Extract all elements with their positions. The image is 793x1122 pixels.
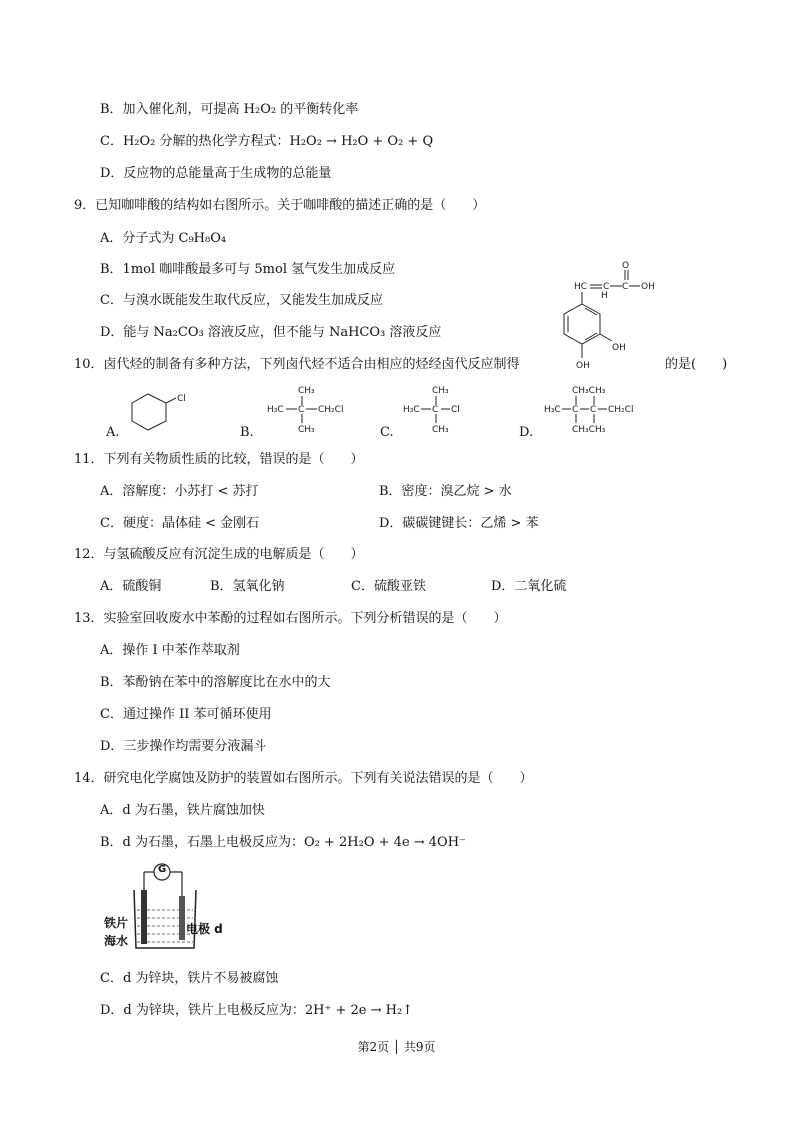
q10-stem-b: 的是( ) xyxy=(665,357,728,372)
electrode-d-label: 电极 d xyxy=(186,922,223,936)
struct-oh-acid: OH xyxy=(641,282,655,292)
q10-option-b-letter: B. xyxy=(240,425,254,440)
mol-c-top: CH₃ xyxy=(432,386,449,396)
page-footer: 第2页 │ 共9页 xyxy=(357,1040,436,1054)
q11-option-b: B．密度：溴乙烷 > 水 xyxy=(379,484,512,499)
electrochemical-cell-figure xyxy=(104,862,244,952)
q14-option-c: C．d 为锌块，铁片不易被腐蚀 xyxy=(100,971,279,986)
q10-option-a-letter: A. xyxy=(106,425,120,440)
mol-c-right: Cl xyxy=(451,405,460,415)
q9-option-c: C．与溴水既能发生取代反应，又能发生加成反应 xyxy=(100,293,383,308)
q8-option-d: D．反应物的总能量高于生成物的总能量 xyxy=(100,166,332,181)
q12-option-b: B．氢氧化钠 xyxy=(210,579,285,594)
q14-option-d: D．d 为锌块，铁片上电极反应为：2H⁺ + 2e → H₂↑ xyxy=(100,1003,414,1018)
mol-c-left: H₃C xyxy=(403,405,420,415)
struct-oh1: OH xyxy=(612,343,626,353)
galvanometer-label: G xyxy=(158,864,167,875)
q14-stem: 14．研究电化学腐蚀及防护的装置如右图所示。下列有关说法错误的是（ ） xyxy=(74,771,533,786)
q11-option-c: C．硬度：晶体硅 < 金刚石 xyxy=(100,516,260,531)
q11-option-d: D．碳碳键键长：乙烯 > 苯 xyxy=(379,516,539,531)
mol-b-left: H₃C xyxy=(267,405,284,415)
mol-b-top: CH₃ xyxy=(298,386,315,396)
svg-text:C: C xyxy=(572,405,579,415)
mol-b-bottom: CH₃ xyxy=(298,425,315,435)
q10-option-c-letter: C. xyxy=(380,425,394,440)
q13-option-d: D．三步操作均需要分液漏斗 xyxy=(100,739,267,754)
mol-d-bottom: CH₃CH₃ xyxy=(572,425,606,435)
q8-option-c: C．H₂O₂ 分解的热化学方程式：H₂O₂ → H₂O + O₂ + Q xyxy=(100,134,434,149)
caffeic-acid-structure xyxy=(560,258,670,374)
q12-option-d: D．二氧化硫 xyxy=(491,579,567,594)
struct-ch: HC xyxy=(574,282,588,292)
struct-o: O xyxy=(622,261,630,271)
q13-option-a: A．操作 I 中苯作萃取剂 xyxy=(100,643,240,658)
q9-option-d: D．能与 Na₂CO₃ 溶液反应，但不能与 NaHCO₃ 溶液反应 xyxy=(100,325,442,340)
q9-stem: 9．已知咖啡酸的结构如右图所示。关于咖啡酸的描述正确的是（ ） xyxy=(74,198,486,213)
q11-stem: 11．下列有关物质性质的比较，错误的是（ ） xyxy=(74,452,364,467)
q9-option-a: A．分子式为 C₉H₈O₄ xyxy=(100,231,227,246)
q12-stem: 12．与氢硫酸反应有沉淀生成的电解质是（ ） xyxy=(74,547,364,562)
q13-stem: 13．实验室回收废水中苯酚的过程如右图所示。下列分析错误的是（ ） xyxy=(74,611,507,626)
svg-text:C: C xyxy=(432,405,439,415)
q9-option-b: B．1mol 咖啡酸最多可与 5mol 氢气发生加成反应 xyxy=(100,262,396,277)
mol-d-right: CH₂Cl xyxy=(608,405,634,415)
q11-option-a: A．溶解度：小苏打 < 苏打 xyxy=(100,484,259,499)
q13-option-c: C．通过操作 II 苯可循环使用 xyxy=(100,707,272,722)
struct-c2: C xyxy=(622,282,629,292)
svg-text:C: C xyxy=(590,405,597,415)
q14-option-a: A．d 为石墨，铁片腐蚀加快 xyxy=(100,803,265,818)
mol-c-structure xyxy=(400,382,480,438)
q10-option-d-letter: D. xyxy=(519,425,534,440)
mol-d-top: CH₃CH₃ xyxy=(572,386,606,396)
mol-c-bottom: CH₃ xyxy=(432,425,449,435)
mol-d-structure xyxy=(542,382,652,438)
mol-b-right: CH₂Cl xyxy=(318,405,344,415)
q13-option-b: B．苯酚钠在苯中的溶解度比在水中的大 xyxy=(100,675,331,690)
q10-stem-a: 10．卤代烃的制备有多种方法，下列卤代烃不适合由相应的烃经卤代反应制得 xyxy=(74,357,520,372)
q14-option-b: B．d 为石墨，石墨上电极反应为：O₂ + 2H₂O + 4e → 4OH⁻ xyxy=(100,835,466,850)
chlorocyclohexane-structure xyxy=(128,388,198,438)
struct-h: H xyxy=(601,291,608,301)
mol-d-left: H₃C xyxy=(544,405,561,415)
svg-text:C: C xyxy=(298,405,305,415)
struct-c: C xyxy=(603,282,610,292)
seawater-label: 海水 xyxy=(104,934,129,948)
iron-plate-label: 铁片 xyxy=(104,916,129,930)
q8-option-b: B．加入催化剂，可提高 H₂O₂ 的平衡转化率 xyxy=(100,102,359,117)
mol-b-structure xyxy=(264,382,364,438)
struct-oh2: OH xyxy=(576,361,590,371)
q12-option-a: A．硫酸铜 xyxy=(100,579,162,594)
q12-option-c: C．硫酸亚铁 xyxy=(351,579,426,594)
mol-a-cl: Cl xyxy=(177,394,186,404)
